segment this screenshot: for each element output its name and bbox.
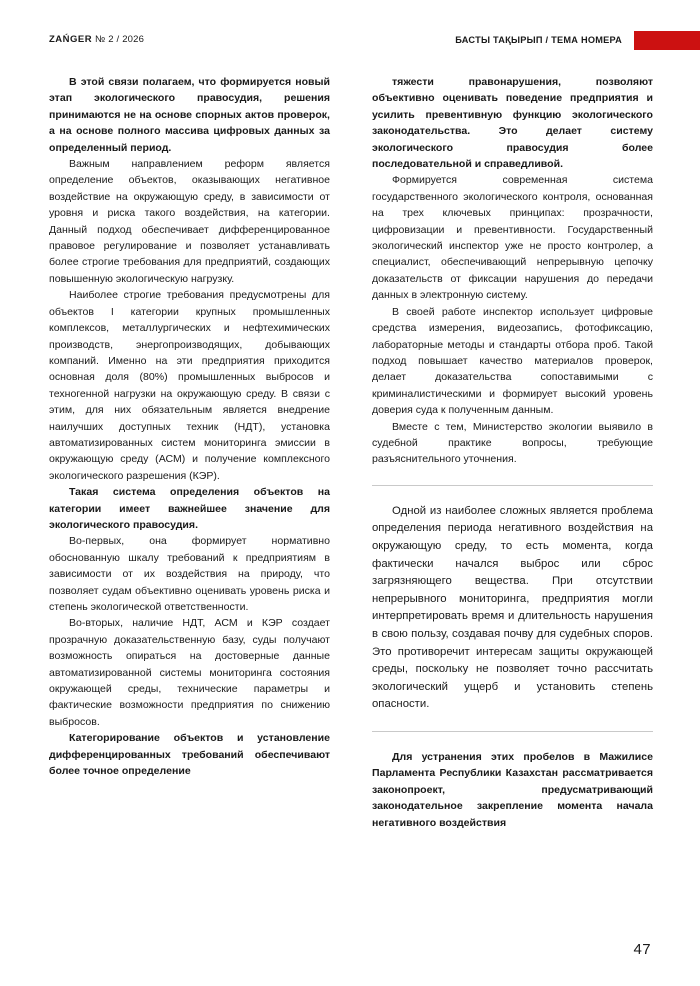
page-number: 47 [633, 941, 651, 958]
article-paragraph: Одной из наиболее сложных является проблема определения периода негативного воздействия на окружающую среду, то есть момента, когда фактически начался выброс или сброс загрязняющего вещества. При отсутствии непрерывного мониторинга, предприятия могли интерпретировать время и длительность нарушения в свою пользу, создавая почву для судебных споров. Это противоречит интересам защиты окружающей среды, поскольку не позволяет точно рассчитать экологический ущерб и установить степень опасности. [372, 504, 653, 711]
page-header [0, 33, 700, 55]
article-paragraph: Во-первых, она формирует нормативно обоснованную шкалу требований к предприятиям в зависимости от их воздействия на природу, что позволяет судам объективно оценивать уровень риска и степень экологической ответственности. [49, 535, 330, 613]
section-title: БАСТЫ ТАҚЫРЫП / ТЕМА НОМЕРА [455, 35, 622, 45]
article-paragraph: тяжести правонарушения, позволяют объективно оценивать поведение предприятия и усилить превентивную функцию экологического законодательства. Это делает систему экологического правосудия более последовательной и справедливой. [372, 76, 653, 171]
article-paragraph: Наиболее строгие требования предусмотрены для объектов I категории крупных промышленных комплексов, металлургических и нефтехимических производств, энергопроизводящих, добывающих компаний. Именно на эти предприятия приходится основная доля (80%) промышленных выбросов и техногенной нагрузки на окружающую среду. В связи с этим, для них обязательным является внедрение наилучших доступных техник (НДТ), установка автоматизированных систем мониторинга эмиссии в окружающую среду (АСМ) и получение комплексного экологического разрешения (КЭР). [49, 289, 330, 482]
article-paragraph: Такая система определения объектов на категории имеет важнейшее значение для экологического правосудия. [49, 486, 330, 531]
column-left [49, 74, 330, 779]
article-paragraph: Формируется современная система государственного экологического контроля, основанная на трех ключевых принципах: прозрачности, цифровизации и превентивности. Государственный экологический инспектор уже не просто контролер, а специалист, обеспечивающий непрерывную цепочку доказательств от фиксации нарушения до передачи данных в электронную систему. [372, 174, 653, 302]
section-divider [372, 485, 653, 486]
masthead-brand: ZAŃGER [49, 34, 93, 45]
section-divider [372, 731, 653, 732]
masthead [49, 33, 144, 47]
article-paragraph: Вместе с тем, Министерство экологии выявило в судебной практике вопросы, требующие разъяснительного уточнения. [372, 420, 653, 466]
article-paragraph: В своей работе инспектор использует цифровые средства измерения, видеозапись, фотофиксацию, лабораторные методы и стандарты отбора проб. Такой подход повышает качество материалов проверок, делает доказательства сопоставимыми с криминалистическими и формирует высокий уровень доверия суда к полученным данным. [372, 305, 653, 417]
article-paragraph: Важным направлением реформ является определение объектов, оказывающих негативное воздействие на окружающую среду, в зависимости от уровня и риска такого воздействия, на категории. Данный подход обеспечивает дифференцированное правовое регулирование и позволяет устанавливать более строгие требования для предприятий, создающих повышенную экологическую нагрузку. [49, 158, 330, 285]
masthead-issue: № 2 / 2026 [94, 34, 145, 45]
article-paragraph: Категорирование объектов и установление дифференцированных требований обеспечивают более точное определение [49, 732, 330, 778]
column-right [372, 74, 653, 831]
article-body [49, 74, 653, 934]
article-paragraph: В этой связи полагаем, что формируется новый этап экологического правосудия, решения принимаются не на основе спорных актов проверок, а на основе полного массива цифровых данных за определенный период. [49, 76, 330, 154]
article-paragraph: Во-вторых, наличие НДТ, АСМ и КЭР создает прозрачную доказательственную базу, суды получают возможность опираться на достоверные данные автоматизированной системы мониторинга состояния окружающей среды, технические параметры и фактические возможности предприятия по снижению выбросов. [49, 617, 330, 728]
accent-block [634, 31, 700, 50]
article-paragraph: Для устранения этих пробелов в Мажилисе Парламента Республики Казахстан рассматривается законопроект, предусматривающий законодательное закрепление момента начала негативного воздействия [372, 750, 653, 829]
